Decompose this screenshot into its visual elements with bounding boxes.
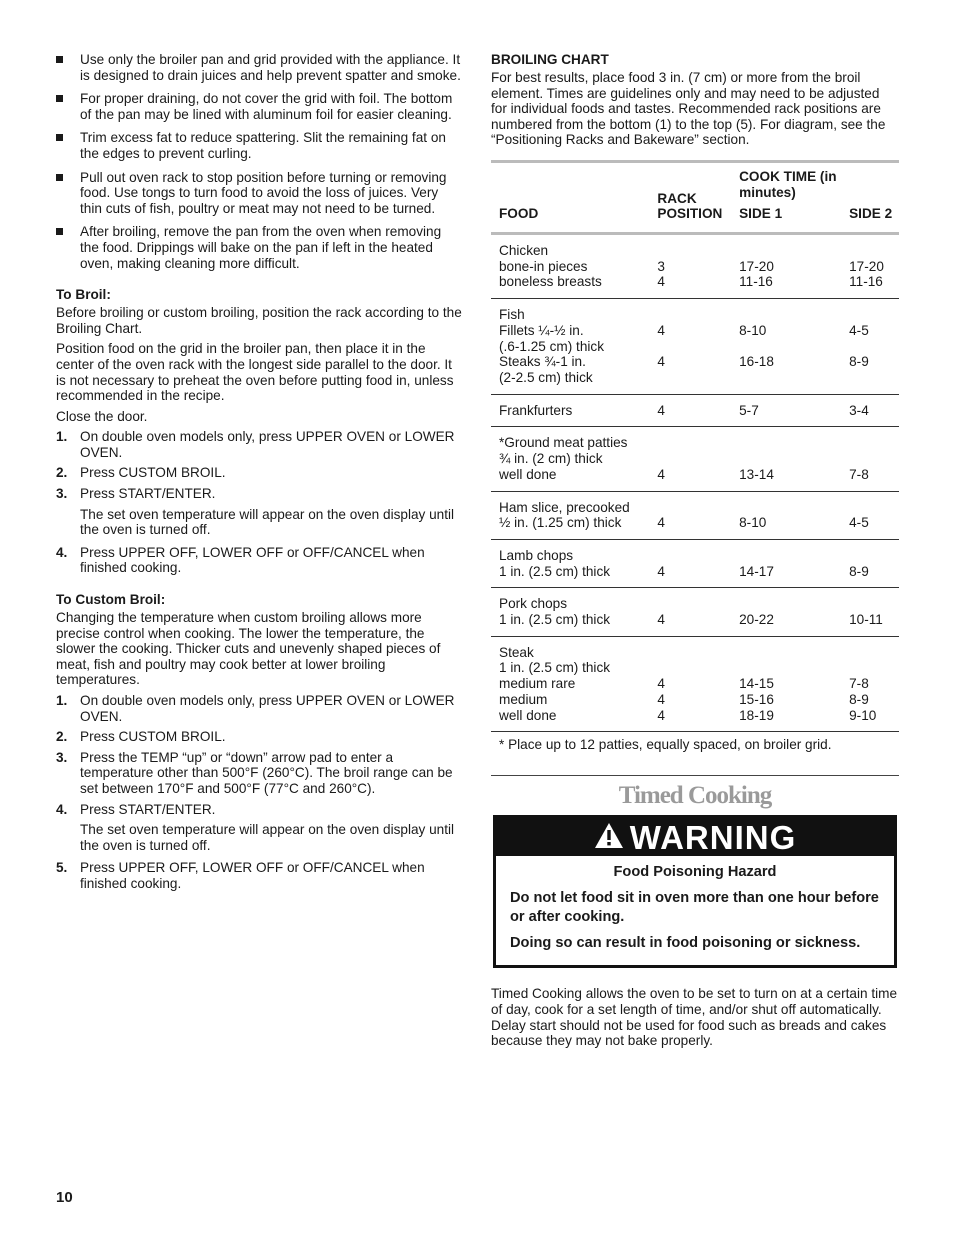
step-text: On double oven models only, press UPPER OVEN or LOWER OVEN.	[80, 429, 455, 460]
chart-row	[491, 636, 899, 732]
broil-note: The set oven temperature will appear on the oven display until the oven is turned off.	[80, 506, 455, 538]
rack-cell-line: 4	[657, 466, 665, 482]
cook-time-label: COOK TIME (in minutes)	[739, 168, 837, 200]
custom-step	[56, 860, 462, 891]
rack-cell	[657, 491, 739, 539]
chart-row	[491, 234, 899, 299]
custom-broil-paragraph: Changing the temperature when custom broiling allows more precise control when cooking. The lower the temperature, the slower the cooking. Thicker cuts and unevenly shaped pieces of meat, fish and poultry may cook better at lower broiling temperatures.	[56, 610, 441, 688]
rack-cell-line: 4	[657, 274, 665, 290]
food-cell-line: well done	[499, 466, 557, 482]
chart-footnote: * Place up to 12 patties, equally spaced, on broiler grid.	[499, 737, 832, 753]
warning-hazard: Food Poisoning Hazard	[613, 864, 777, 881]
side2-cell-line: 11-16	[849, 274, 883, 290]
side1-cell-line	[739, 370, 849, 386]
step-number: 5.	[56, 860, 68, 876]
side1-cell	[739, 491, 849, 539]
food-cell-line: 1 in. (2.5 cm) thick	[499, 660, 611, 676]
step-number: 4.	[56, 801, 68, 817]
square-bullet-icon	[56, 174, 63, 181]
food-cell	[491, 588, 657, 636]
side1-cell-line: 5-7	[739, 402, 759, 418]
rack-cell-line: 4	[657, 676, 665, 692]
tip-text: For proper draining, do not cover the grid with foil. The bottom of the pan may be lined with aluminum foil for easier cleaning.	[80, 91, 453, 122]
food-cell-line: medium rare	[499, 676, 576, 692]
tip-item	[56, 170, 462, 217]
rack-cell	[657, 234, 739, 299]
broiling-chart-heading: BROILING CHART	[491, 52, 609, 67]
side2-cell-line: 9-10	[849, 707, 877, 723]
custom-note: The set oven temperature will appear on the oven display until the oven is turned off.	[80, 822, 455, 853]
rack-cell	[657, 636, 739, 732]
left-column	[56, 52, 462, 897]
side1-cell-line: 8-10	[739, 322, 767, 338]
food-cell	[491, 394, 657, 427]
side2-cell	[849, 588, 899, 636]
warning-line: Do not let food sit in oven more than one hour before or after cooking.	[510, 890, 879, 926]
square-bullet-icon	[56, 95, 63, 102]
food-cell-line: bone-in pieces	[499, 258, 588, 274]
custom-step	[56, 802, 462, 818]
food-cell	[491, 299, 657, 395]
chart-row	[491, 427, 899, 491]
side1-cell	[739, 234, 849, 299]
chart-row	[491, 299, 899, 395]
to-broil-paragraph: Close the door.	[56, 408, 148, 424]
side1-cell-line: 8-10	[739, 515, 767, 531]
step-text: Press UPPER OFF, LOWER OFF or OFF/CANCEL when finished cooking.	[80, 544, 425, 576]
step-number: 3.	[56, 486, 68, 502]
rack-cell-line: 4	[657, 354, 665, 370]
tip-item	[56, 224, 462, 271]
rack-cell-line: 4	[657, 402, 665, 418]
side2-cell	[849, 299, 899, 395]
timed-cooking-title: Timed Cooking	[618, 781, 772, 809]
custom-step	[56, 693, 462, 724]
food-cell-line: ½ in. (1.25 cm) thick	[499, 515, 622, 531]
side2-cell	[849, 427, 899, 491]
side1-cell-line: 15-16	[739, 691, 774, 707]
side1-cell-line: 16-18	[739, 354, 774, 370]
rack-cell	[657, 539, 739, 587]
food-cell	[491, 234, 657, 299]
step-text: Press UPPER OFF, LOWER OFF or OFF/CANCEL when finished cooking.	[80, 860, 425, 891]
side2-cell	[849, 539, 899, 587]
tip-text: After broiling, remove the pan from the oven when removing the food. Drippings will bake on the pan if left in the heated oven, making cleaning more difficult.	[80, 224, 442, 271]
step-number: 2.	[56, 465, 68, 481]
side2-cell-line: 8-9	[849, 691, 869, 707]
to-broil-heading: To Broil:	[56, 287, 111, 303]
side1-cell	[739, 636, 849, 732]
step-text: On double oven models only, press UPPER OVEN or LOWER OVEN.	[80, 693, 455, 724]
food-cell-line: *Ground meat patties	[499, 435, 628, 451]
chart-row	[491, 588, 899, 636]
step-text: Press START/ENTER.	[80, 801, 216, 817]
side2-cell-line: 4-5	[849, 322, 869, 338]
rack-cell	[657, 299, 739, 395]
warning-box	[493, 815, 897, 968]
food-cell-line: Steaks ¾-1 in.	[499, 354, 586, 370]
broil-step	[56, 486, 462, 502]
food-cell-line: Chicken	[499, 243, 549, 259]
tip-text: Use only the broiler pan and grid provided with the appliance. It is designed to drain juices and help prevent spatter and smoke.	[80, 52, 461, 83]
warning-body	[496, 856, 894, 965]
broiling-chart-table	[491, 160, 899, 732]
step-number: 1.	[56, 693, 68, 708]
side1-cell	[739, 299, 849, 395]
rack-cell-line: 4	[657, 612, 665, 628]
rack-cell	[657, 427, 739, 491]
side1-cell	[739, 427, 849, 491]
side2-cell-line: 8-9	[849, 563, 869, 579]
side1-cell-line: 20-22	[739, 612, 774, 628]
broil-step	[56, 429, 462, 460]
step-number: 4.	[56, 544, 68, 560]
side2-cell-line	[849, 339, 899, 355]
rack-cell-line: 4	[657, 322, 665, 338]
custom-broil-heading: To Custom Broil:	[56, 592, 166, 608]
chart-body	[491, 234, 899, 732]
side2-cell-line: 3-4	[849, 402, 869, 418]
side1-cell	[739, 588, 849, 636]
timed-cooking-text: Timed Cooking allows the oven to be set to turn on at a certain time of day, cook for a set length of time, and/or shut off automatically. Delay start should not be used for food such as breads and cakes because they may not bake properly.	[491, 986, 898, 1049]
side2-cell	[849, 394, 899, 427]
side1-cell-line: 14-15	[739, 676, 774, 692]
food-cell-line: Frankfurters	[499, 402, 573, 418]
side2-cell-line: 4-5	[849, 515, 869, 531]
side1-cell-line	[739, 339, 849, 355]
custom-step	[56, 750, 462, 797]
warning-triangle-icon	[594, 818, 624, 858]
step-number: 1.	[56, 429, 68, 445]
custom-step	[56, 729, 462, 745]
broil-step	[56, 465, 462, 481]
food-cell-line: Fish	[499, 307, 525, 323]
food-cell-line: 1 in. (2.5 cm) thick	[499, 612, 611, 628]
warning-line: Doing so can result in food poisoning or sickness.	[510, 935, 861, 952]
side2-cell-line: 7-8	[849, 466, 869, 482]
right-column	[491, 52, 899, 1054]
side2-cell	[849, 636, 899, 732]
rack-cell-line	[657, 339, 739, 355]
page-number: 10	[56, 1189, 73, 1206]
tips-list	[56, 52, 462, 271]
side1-cell-line: 18-19	[739, 707, 774, 723]
rack-cell-line: 4	[657, 515, 665, 531]
rack-cell	[657, 588, 739, 636]
food-cell-line: Lamb chops	[499, 547, 574, 563]
step-text: Press START/ENTER.	[80, 486, 216, 502]
custom-broil-section	[56, 592, 462, 892]
side2-cell-line: 7-8	[849, 676, 869, 692]
tip-item	[56, 52, 462, 83]
broiling-chart-intro: For best results, place food 3 in. (7 cm) or more from the broil element. Times are guidelines only and may need to be adjusted for individual foods and tastes. Recommended rack positions are numbered from the bottom (1) to the top (5). For diagram, see the “Positioning Racks and Bakeware” section.	[491, 70, 886, 148]
side2-cell	[849, 234, 899, 299]
side2-cell	[849, 491, 899, 539]
square-bullet-icon	[56, 56, 63, 63]
side1-cell-line: 11-16	[739, 274, 773, 290]
food-cell-line: boneless breasts	[499, 274, 602, 290]
side2-cell-line: 8-9	[849, 354, 869, 370]
col-header-side1: SIDE 1	[739, 206, 783, 222]
section-divider	[491, 775, 899, 776]
food-cell-line: medium	[499, 691, 548, 707]
rack-cell-line: 4	[657, 563, 665, 579]
col-header-rack: RACK POSITION	[657, 190, 723, 222]
tip-text: Trim excess fat to reduce spattering. Slit the remaining fat on the edges to prevent curling.	[80, 130, 446, 161]
square-bullet-icon	[56, 134, 63, 141]
side2-cell-line	[849, 370, 899, 386]
side1-cell-line: 13-14	[739, 466, 774, 482]
tip-item	[56, 91, 462, 122]
col-header-food: FOOD	[499, 206, 539, 222]
food-cell	[491, 539, 657, 587]
step-text: Press CUSTOM BROIL.	[80, 729, 226, 745]
chart-row	[491, 394, 899, 427]
to-broil-paragraph: Position food on the grid in the broiler pan, then place it in the center of the oven rack with the longest side parallel to the door. It is not necessary to preheat the oven before putting food in, unless recommended in the recipe.	[56, 341, 454, 404]
food-cell-line: ¾ in. (2 cm) thick	[499, 451, 603, 467]
food-cell-line: 1 in. (2.5 cm) thick	[499, 563, 611, 579]
step-number: 2.	[56, 729, 68, 745]
food-cell-line: Fillets ¼-½ in.	[499, 322, 584, 338]
rack-cell-line: 3	[657, 258, 665, 274]
food-cell-line: (.6-1.25 cm) thick	[499, 338, 604, 354]
food-cell	[491, 427, 657, 491]
warning-label: WARNING	[629, 819, 797, 857]
to-broil-paragraph: Before broiling or custom broiling, position the rack according to the Broiling Chart.	[56, 305, 462, 336]
warning-header	[496, 818, 894, 856]
col-header-cook-time	[739, 161, 849, 233]
step-text: Press the TEMP “up” or “down” arrow pad to enter a temperature other than 500°F (260°C). The broil range can be set between 170°F and 500°F (77°C and 260°C).	[80, 749, 453, 796]
tip-text: Pull out oven rack to stop position before turning or removing food. Use tongs to turn food to avoid the loss of juices. Very thin cuts of fish, poultry or meat may not need to be turned.	[80, 169, 447, 216]
rack-cell	[657, 394, 739, 427]
step-text: Press CUSTOM BROIL.	[80, 465, 226, 481]
rack-cell-line: 4	[657, 691, 665, 707]
food-cell-line: (2-2.5 cm) thick	[499, 370, 593, 385]
side2-cell-line: 10-11	[849, 612, 883, 628]
side2-cell-line: 17-20	[849, 258, 884, 274]
square-bullet-icon	[56, 228, 63, 235]
step-number: 3.	[56, 749, 68, 765]
food-cell	[491, 636, 657, 732]
food-cell-line: well done	[499, 707, 557, 723]
side1-cell	[739, 394, 849, 427]
food-cell-line: Pork chops	[499, 596, 568, 612]
food-cell	[491, 491, 657, 539]
food-cell-line: Ham slice, precooked	[499, 499, 630, 515]
to-broil-section	[56, 287, 462, 576]
side1-cell-line: 14-17	[739, 563, 774, 579]
rack-cell-line	[657, 370, 739, 386]
chart-row	[491, 491, 899, 539]
side1-cell	[739, 539, 849, 587]
food-cell-line: Steak	[499, 644, 534, 660]
side1-cell-line: 17-20	[739, 258, 774, 274]
rack-cell-line: 4	[657, 707, 665, 723]
chart-row	[491, 539, 899, 587]
broil-step	[56, 545, 462, 576]
col-header-side2: SIDE 2	[849, 206, 893, 222]
tip-item	[56, 130, 462, 161]
